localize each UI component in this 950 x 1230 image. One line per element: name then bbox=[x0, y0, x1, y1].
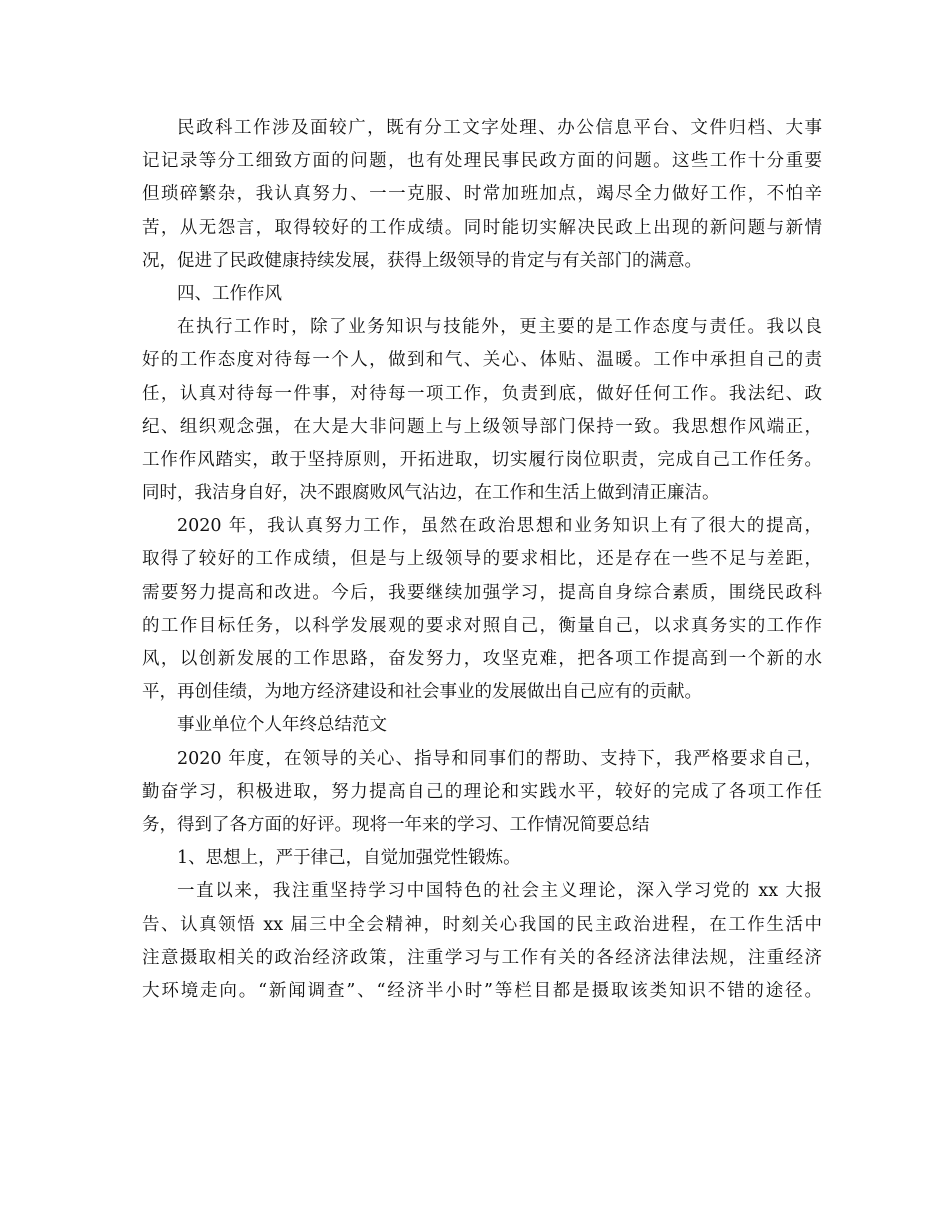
paragraph-line: 需要努力提高和改进。今后，我要继续加强学习，提高自身综合素质，围绕民政科 bbox=[142, 582, 822, 603]
paragraph-line: 工作作风踏实，敢于坚持原则，开拓进取，切实履行岗位职责，完成自己工作任务。 bbox=[142, 449, 822, 470]
paragraph-line: 纪、组织观念强，在大是大非问题上与上级领导部门保持一致。我思想作风端正， bbox=[142, 416, 822, 437]
paragraph-line: 风，以创新发展的工作思路，奋发努力，攻坚克难，把各项工作提高到一个新的水 bbox=[142, 649, 822, 669]
paragraph-line: 2020 年，我认真努力工作，虽然在政治思想和业务知识上有了很大的提高， bbox=[177, 516, 822, 537]
paragraph-line: 民政科工作涉及面较广，既有分工文字处理、办公信息平台、文件归档、大事 bbox=[177, 118, 822, 138]
document-page bbox=[142, 112, 822, 1008]
paragraph-line: 但琐碎繁杂，我认真努力、一一克服、时常加班加点，竭尽全力做好工作，不怕辛 bbox=[142, 184, 822, 205]
paragraph-line: 平，再创佳绩，为地方经济建设和社会事业的发展做出自己应有的贡献。 bbox=[142, 682, 702, 703]
paragraph-line: 况，促进了民政健康持续发展，获得上级领导的肯定与有关部门的满意。 bbox=[142, 250, 702, 271]
paragraph-line: 的工作目标任务，以科学发展观的要求对照自己，衡量自己，以求真务实的工作作 bbox=[142, 615, 822, 636]
paragraph-line: 一直以来，我注重坚持学习中国特色的社会主义理论，深入学习党的 xx 大报 bbox=[177, 881, 822, 902]
paragraph-line: 取得了较好的工作成绩，但是与上级领导的要求相比，还是存在一些不足与差距， bbox=[142, 549, 822, 570]
section-heading: 事业单位个人年终总结范文 bbox=[177, 715, 387, 736]
paragraph-line: 注意摄取相关的政治经济政策，注重学习与工作有关的各经济法律法规，注重经济 bbox=[142, 947, 822, 968]
paragraph-line: 大环境走向。“新闻调查”、“经济半小时”等栏目都是摄取该类知识不错的途径。 bbox=[142, 980, 822, 1001]
section-heading: 四、工作作风 bbox=[177, 283, 282, 304]
paragraph-line: 务，得到了各方面的好评。现将一年来的学习、工作情况简要总结 bbox=[142, 814, 650, 835]
paragraph-line: 记记录等分工细致方面的问题，也有处理民事民政方面的问题。这些工作十分重要 bbox=[142, 151, 822, 172]
paragraph-line: 同时，我洁身自好，决不跟腐败风气沾边，在工作和生活上做到清正廉洁。 bbox=[142, 483, 720, 504]
paragraph-line: 任，认真对待每一件事，对待每一项工作，负责到底，做好任何工作。我法纪、政 bbox=[142, 383, 822, 404]
section-heading: 1、思想上，严于律己，自觉加强党性锻炼。 bbox=[177, 848, 521, 869]
paragraph-line: 勤奋学习，积极进取，努力提高自己的理论和实践水平，较好的完成了各项工作任 bbox=[142, 781, 822, 802]
paragraph-line: 在执行工作时，除了业务知识与技能外，更主要的是工作态度与责任。我以良 bbox=[177, 317, 822, 338]
paragraph-line: 告、认真领悟 xx 届三中全会精神，时刻关心我国的民主政治进程，在工作生活中 bbox=[142, 914, 822, 935]
paragraph-line: 好的工作态度对待每一个人，做到和气、关心、体贴、温暖。工作中承担自己的责 bbox=[142, 350, 822, 371]
paragraph-line: 苦，从无怨言，取得较好的工作成绩。同时能切实解决民政上出现的新问题与新情 bbox=[142, 217, 822, 238]
paragraph-line: 2020 年度，在领导的关心、指导和同事们的帮助、支持下，我严格要求自己， bbox=[177, 748, 822, 769]
